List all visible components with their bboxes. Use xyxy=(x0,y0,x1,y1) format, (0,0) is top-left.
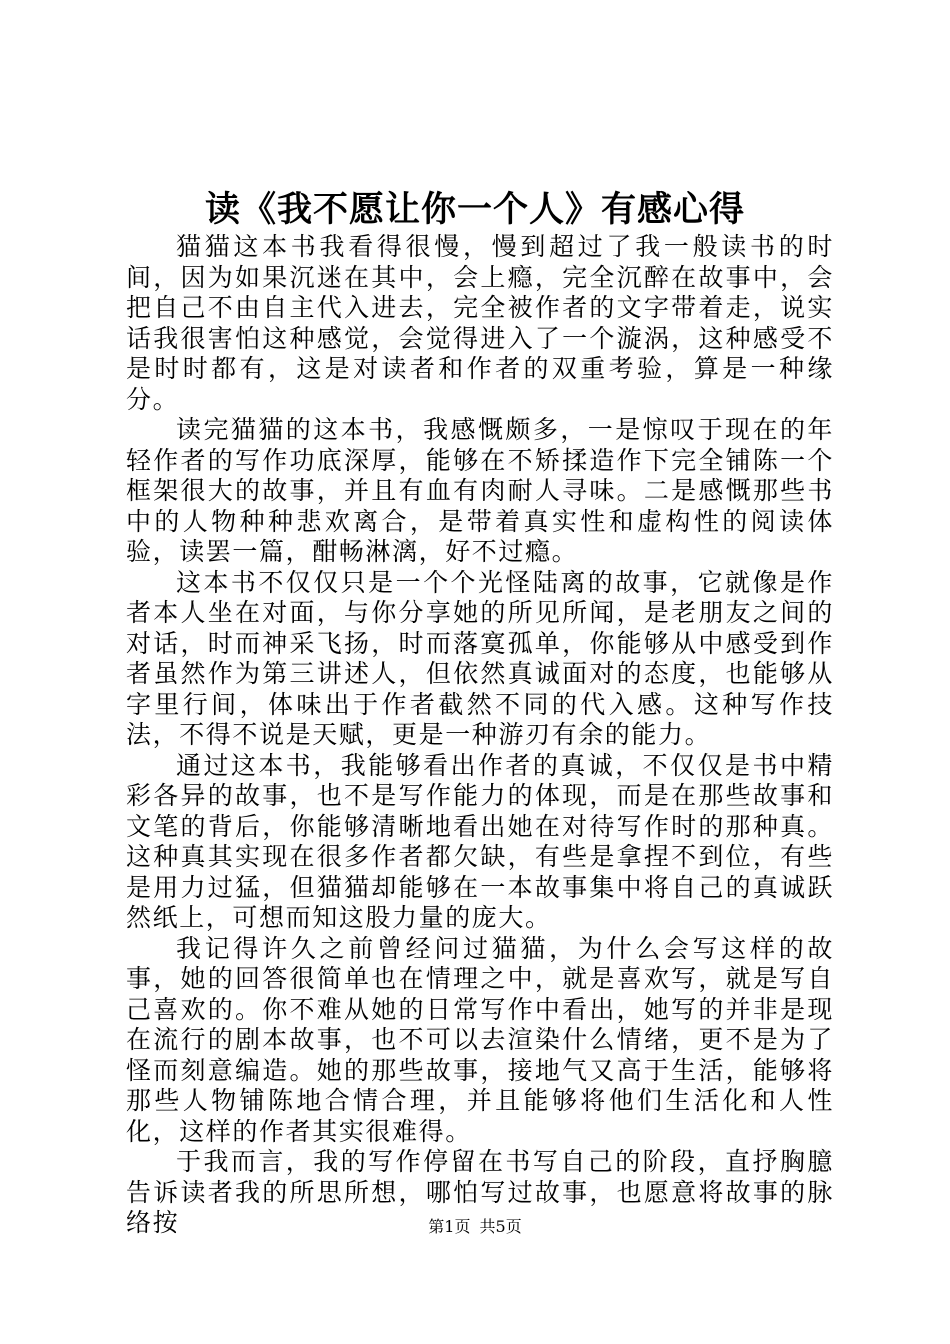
paragraph: 通过这本书，我能够看出作者的真诚，不仅仅是书中精彩各异的故事，也不是写作能力的体现，而是在那些故事和文笔的背后，你能够清晰地看出她在对待写作时的那种真。这种真其实现在很多作者都欠缺，有些是拿捏不到位，有些是用力过猛，但猫猫却能够在一本故事集中将自己的真诚跃然纸上，可想而知这股力量的庞大。 xyxy=(126,750,834,932)
page-total: 共5页 xyxy=(479,1217,522,1236)
document-body xyxy=(126,232,834,1239)
paragraph: 读完猫猫的这本书，我感慨颇多，一是惊叹于现在的年轻作者的写作功底深厚，能够在不矫揉造作下完全铺陈一个框架很大的故事，并且有血有肉耐人寻味。二是感慨那些书中的人物种种悲欢离合，是带着真实性和虚构性的阅读体验，读罢一篇，酣畅淋漓，好不过瘾。 xyxy=(126,415,834,566)
paragraph: 于我而言，我的写作停留在书写自己的阶段，直抒胸臆告诉读者我的所思所想，哪怕写过故事，也愿意将故事的脉络按 xyxy=(126,1147,834,1237)
page-footer xyxy=(0,1216,950,1238)
page-number: 第1页 xyxy=(428,1217,471,1236)
paragraph: 这本书不仅仅只是一个个光怪陆离的故事，它就像是作者本人坐在对面，与你分享她的所见所闻，是老朋友之间的对话，时而神采飞扬，时而落寞孤单，你能够从中感受到作者虽然作为第三讲述人，但依然真诚面对的态度，也能够从字里行间，体味出于作者截然不同的代入感。这种写作技法，不得不说是天赋，更是一种游刃有余的能力。 xyxy=(126,567,834,749)
document-title: 读《我不愿让你一个人》有感心得 xyxy=(204,190,745,230)
paragraph: 猫猫这本书我看得很慢，慢到超过了我一般读书的时间，因为如果沉迷在其中，会上瘾，完全沉醉在故事中，会把自己不由自主代入进去，完全被作者的文字带着走，说实话我很害怕这种感觉，会觉得进入了一个漩涡，这种感受不是时时都有，这是对读者和作者的双重考验，算是一种缘分。 xyxy=(126,232,834,414)
paragraph: 我记得许久之前曾经问过猫猫，为什么会写这样的故事，她的回答很简单也在情理之中，就是喜欢写，就是写自己喜欢的。你不难从她的日常写作中看出，她写的并非是现在流行的剧本故事，也不可以去渲染什么情绪，更不是为了怪而刻意编造。她的那些故事，接地气又高于生活，能够将那些人物铺陈地合情合理，并且能够将他们生活化和人性化，这样的作者其实很难得。 xyxy=(126,933,834,1146)
